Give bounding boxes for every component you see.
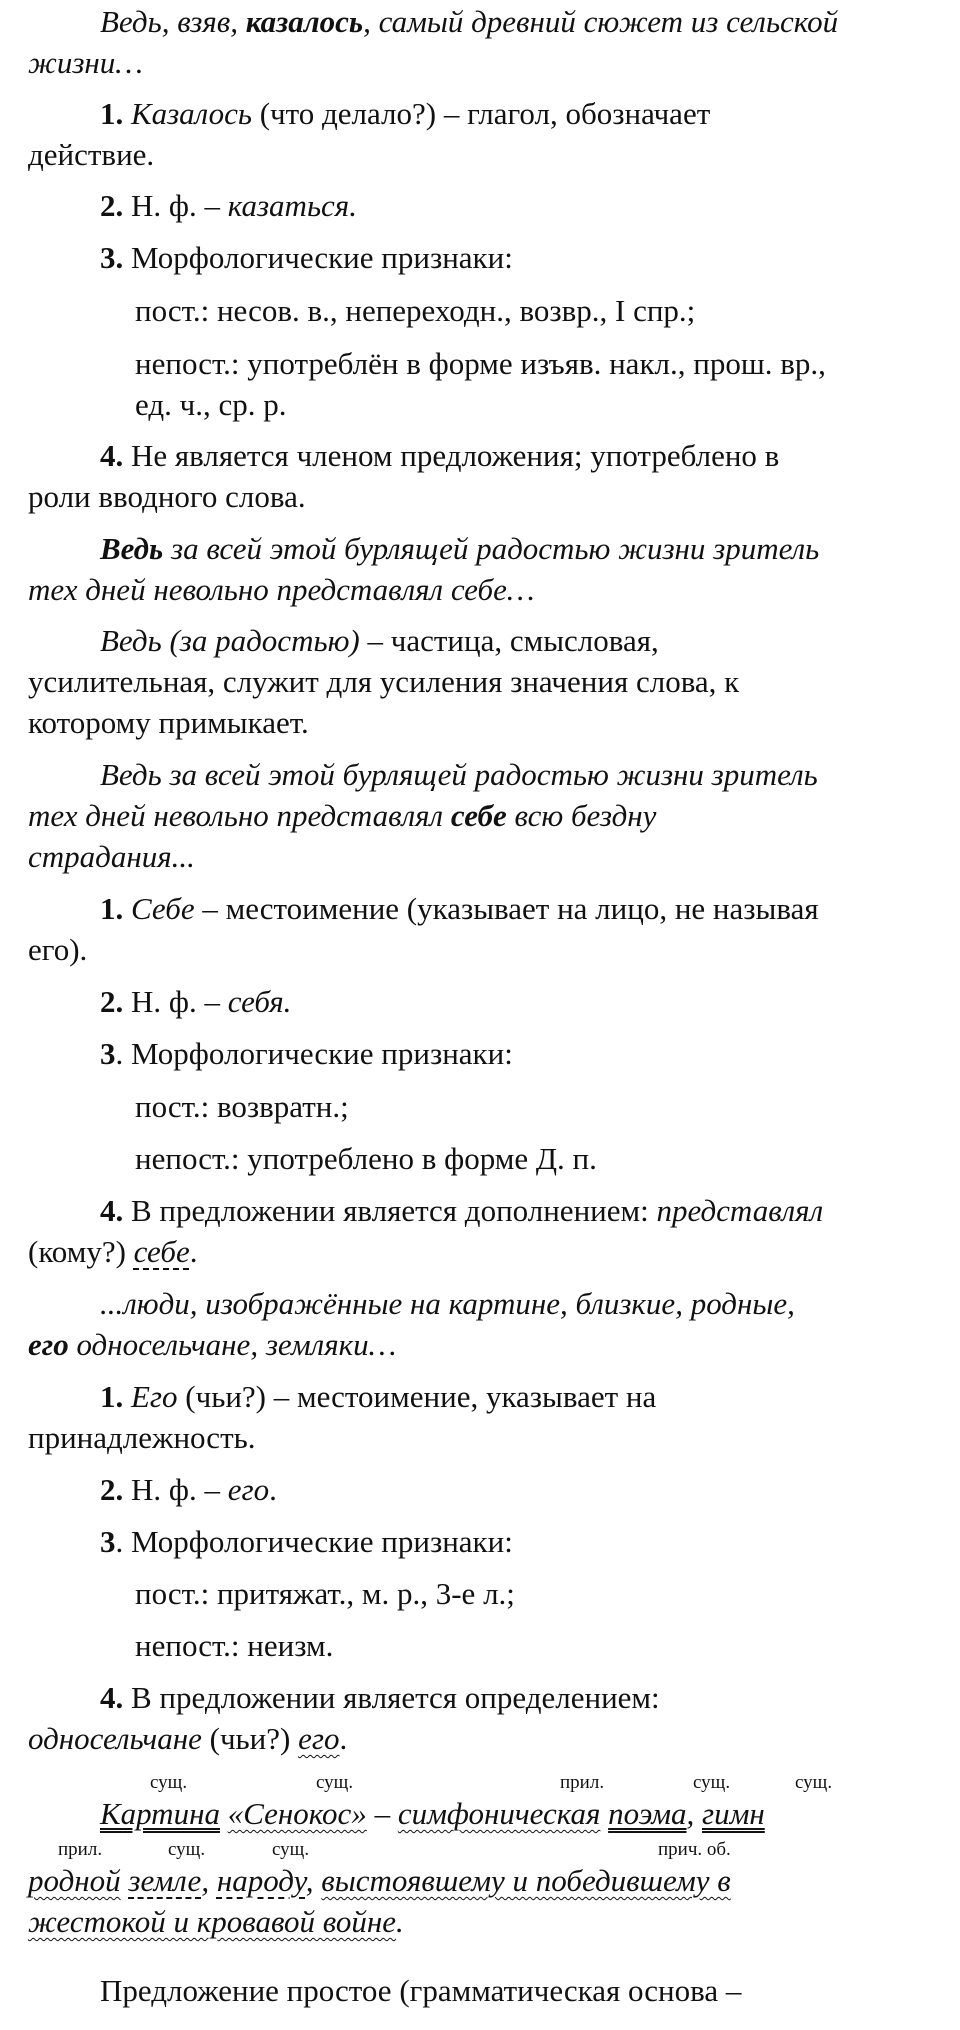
item-number: 4.	[100, 1193, 124, 1228]
item-2-ego	[28, 1469, 954, 1510]
example-sentence-2	[28, 528, 954, 569]
pos-label: сущ.	[272, 1839, 310, 1860]
text: непост.: употреблён в форме изъяв. накл., прош. вр.,	[135, 346, 826, 381]
item-3-ego	[28, 1521, 954, 1562]
text: . Морфологические признаки:	[115, 1036, 513, 1071]
word: представлял	[656, 1193, 824, 1228]
item-4-ego-cont	[28, 1718, 954, 1759]
subject-word: Картина	[100, 1796, 220, 1831]
sentence-analysis	[28, 1970, 954, 2011]
parsed-sentence-cont: родной земле, народу, выстоявшему и победившему в	[28, 1863, 731, 1898]
variable-features	[28, 343, 954, 384]
item-number: 2.	[100, 188, 124, 223]
keyword: себе	[450, 798, 507, 833]
item-4-sebe	[28, 1190, 954, 1231]
item-number: 3	[100, 1524, 116, 1559]
example-sentence-3-cont	[28, 795, 954, 836]
word: односельчане	[28, 1721, 202, 1756]
item-number: 1.	[100, 1379, 124, 1414]
item-number: 4.	[100, 1680, 124, 1715]
example-sentence-2-cont	[28, 569, 954, 610]
pos-label: сущ.	[316, 1772, 354, 1793]
item-4-sebe-cont	[28, 1231, 954, 1272]
attribute-word: его	[298, 1721, 340, 1756]
text: (чьи?) – местоимение, указывает на	[177, 1379, 657, 1414]
word: Ведь (за радостью)	[100, 623, 360, 658]
text: односельчане, земляки…	[68, 1327, 397, 1362]
word: себя.	[227, 984, 292, 1019]
example-sentence-3-cont2	[28, 836, 954, 877]
text: ...люди, изображённые на картине, близкие, родные,	[100, 1286, 795, 1321]
item-number: 1.	[100, 891, 124, 926]
item-3	[28, 237, 954, 278]
item-1-ego	[28, 1376, 954, 1417]
example-sentence-3	[28, 754, 954, 795]
text: Н. ф. –	[123, 188, 228, 223]
text: пост.: несов. в., непереходн., возвр., I спр.;	[135, 293, 696, 328]
predicate-word: поэма	[608, 1796, 687, 1831]
item-1-cont	[28, 134, 954, 175]
pos-label: сущ.	[795, 1772, 833, 1793]
attribute-word: «Сенокос»	[227, 1796, 367, 1831]
predicate-word: гимн	[702, 1796, 765, 1831]
text: за всей этой бурлящей радостью жизни зритель	[163, 531, 820, 566]
text: Не является членом предложения; употреблено в	[123, 438, 780, 473]
text: – местоимение (указывает на лицо, не называя	[194, 891, 819, 926]
pos-label: сущ.	[168, 1839, 206, 1860]
text: пост.: притяжат., м. р., 3-е л.;	[135, 1576, 515, 1611]
parsed-sentence-cont2	[28, 1901, 954, 1942]
item-number: 1.	[100, 96, 124, 131]
word: его	[227, 1472, 270, 1507]
item-2-sebe	[28, 981, 954, 1022]
text: (чьи?)	[201, 1721, 299, 1756]
object-word: земле	[128, 1863, 202, 1898]
variable-features-ego	[28, 1625, 954, 1666]
text: . Морфологические признаки:	[115, 1524, 513, 1559]
variable-features-sebe	[28, 1138, 954, 1179]
attribute-word: родной	[28, 1863, 121, 1898]
text: непост.: неизм.	[135, 1628, 334, 1663]
attribute-word: симфоническая	[397, 1796, 601, 1831]
text: которому примыкает.	[28, 705, 309, 740]
text: Ведь, взяв,	[100, 4, 246, 39]
particle-description	[28, 620, 954, 661]
item-number: 3.	[100, 240, 124, 275]
text: – частица, смысловая,	[359, 623, 659, 658]
variable-features-cont	[28, 384, 954, 425]
text: .	[189, 1234, 198, 1269]
example-sentence-4-cont	[28, 1324, 954, 1365]
text: роли вводного слова.	[28, 479, 306, 514]
particle-description-cont	[28, 661, 954, 702]
text: тех дней невольно представлял	[28, 798, 451, 833]
item-1-sebe	[28, 888, 954, 929]
text: , самый древний сюжет из сельской	[363, 4, 839, 39]
pos-label: прил.	[58, 1839, 103, 1860]
text: Н. ф. –	[123, 984, 228, 1019]
item-number: 4.	[100, 438, 124, 473]
text: Н. ф. –	[123, 1472, 228, 1507]
permanent-features-sebe	[28, 1086, 954, 1127]
item-4	[28, 435, 954, 476]
text: (что делало?) – глагол, обозначает	[251, 96, 711, 131]
item-1-sebe-cont	[28, 929, 954, 970]
text: страдания...	[28, 839, 195, 874]
object-word: народу	[216, 1863, 306, 1898]
example-sentence-1	[28, 1, 954, 42]
text: .	[269, 1472, 277, 1507]
item-4-cont	[28, 476, 954, 517]
text: В предложении является дополнением:	[123, 1193, 657, 1228]
permanent-features	[28, 290, 954, 331]
text: Морфологические признаки:	[123, 240, 513, 275]
item-1	[28, 93, 954, 134]
text: действие.	[28, 137, 155, 172]
word: Его	[131, 1379, 178, 1414]
item-2	[28, 185, 954, 226]
text: тех дней невольно представлял себе…	[28, 572, 535, 607]
text: усилительная, служит для усиления значения слова, к	[28, 664, 740, 699]
word: Казалось	[131, 96, 252, 131]
text: .	[395, 1904, 404, 1939]
text: ед. ч., ср. р.	[135, 387, 287, 422]
particle-description-cont2	[28, 702, 954, 743]
pos-label: прич. об.	[658, 1839, 731, 1860]
attribute-phrase: жестокой и кровавой войне	[28, 1904, 396, 1939]
word: казаться.	[227, 188, 357, 223]
text: Предложение простое (грамматическая основа –	[100, 1973, 742, 2008]
permanent-features-ego	[28, 1573, 954, 1614]
item-3-sebe	[28, 1033, 954, 1074]
object-word: себе	[133, 1234, 190, 1269]
text: .	[339, 1721, 348, 1756]
pos-label: прил.	[560, 1772, 605, 1793]
parsed-sentence	[28, 1793, 954, 1834]
keyword: его	[28, 1327, 69, 1362]
text: ,	[686, 1796, 695, 1831]
example-sentence-1-cont	[28, 42, 954, 83]
word: Себе	[131, 891, 195, 926]
text: его).	[28, 932, 88, 967]
item-number: 3	[100, 1036, 116, 1071]
text: принадлежность.	[28, 1420, 256, 1455]
text: непост.: употреблено в форме Д. п.	[135, 1141, 597, 1176]
text: пост.: возвратн.;	[135, 1089, 349, 1124]
text: жизни…	[28, 45, 143, 80]
attribute-phrase: выстоявшему и победившему в	[321, 1863, 731, 1898]
text: В предложении является определением:	[123, 1680, 660, 1715]
pos-label: сущ.	[150, 1772, 188, 1793]
text: всю бездну	[506, 798, 657, 833]
keyword: Ведь	[100, 531, 164, 566]
item-number: 2.	[100, 984, 124, 1019]
text: –	[366, 1796, 398, 1831]
text: (кому?)	[28, 1234, 134, 1269]
pos-label: сущ.	[693, 1772, 731, 1793]
example-sentence-4	[28, 1283, 954, 1324]
item-4-ego	[28, 1677, 954, 1718]
item-1-ego-cont	[28, 1417, 954, 1458]
item-number: 2.	[100, 1472, 124, 1507]
keyword: казалось	[245, 4, 364, 39]
text: Ведь за всей этой бурлящей радостью жизни зритель	[100, 757, 818, 792]
